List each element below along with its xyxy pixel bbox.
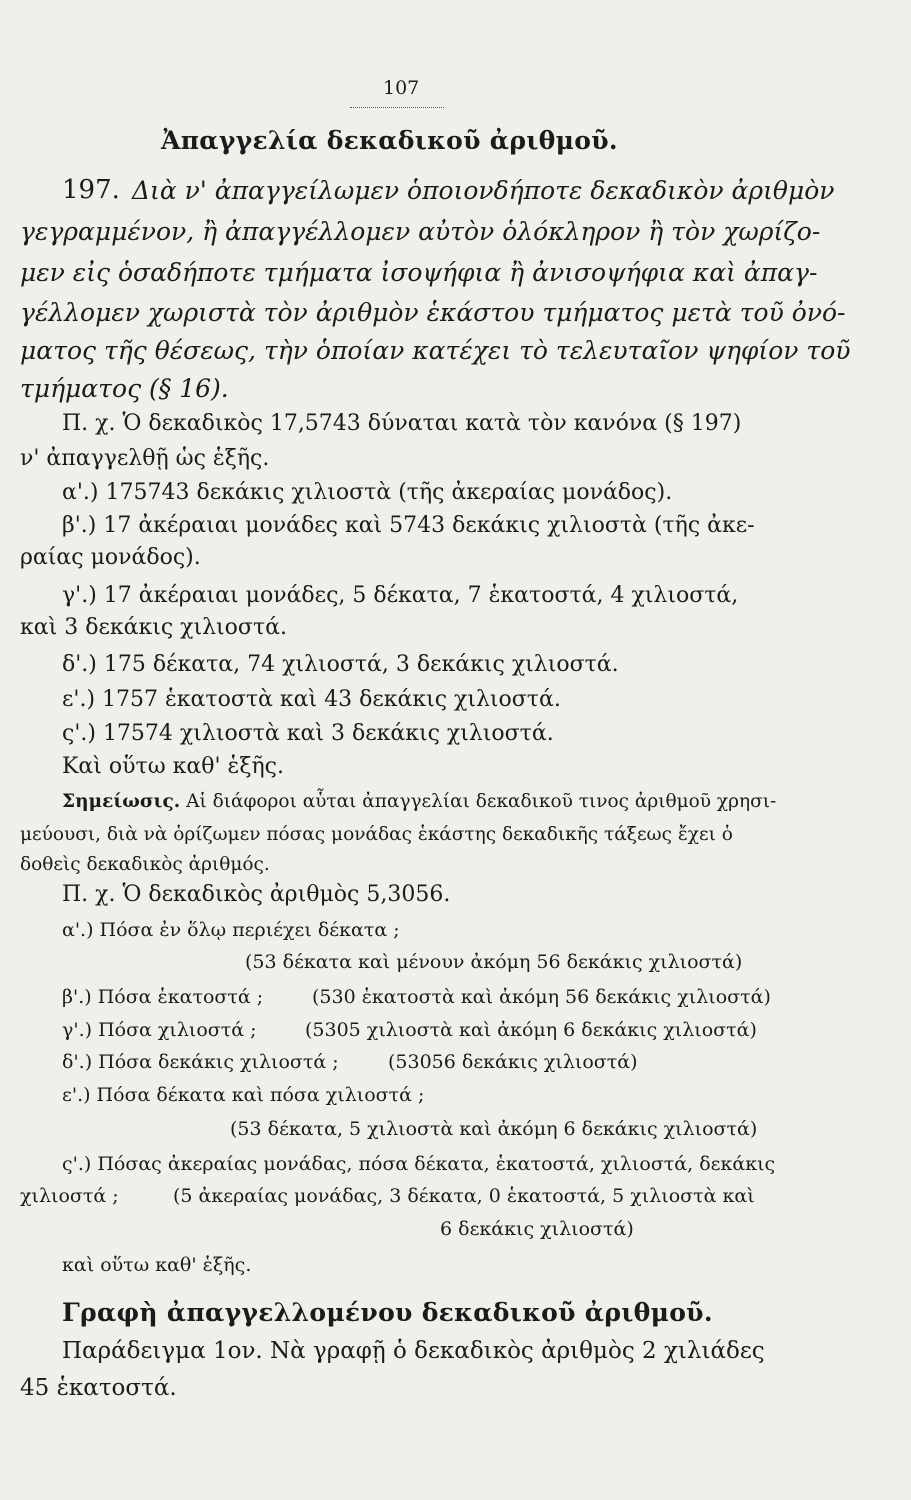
example-2-etc: καὶ οὕτω καθ' ἑξῆς. [62, 1254, 252, 1276]
example-2-question-e: ε'.) Πόσα δέκατα καὶ πόσα χιλιοστά ; [62, 1084, 425, 1106]
example-1-writing: Παράδειγμα 1ον. Νὰ γραφῇ ὁ δεκαδικὸς ἀριθμὸς 2 χιλιάδες [62, 1338, 765, 1364]
example-1-intro: Π. χ. Ὁ δεκαδικὸς 17,5743 δύναται κατὰ τὸν κανόνα (§ 197) [62, 411, 742, 436]
paragraph-197-line-5: ματος τῆς θέσεως, τὴν ὁποίαν κατέχει τὸ τελευταῖον ψηφίον τοῦ [20, 336, 851, 365]
paragraph-197-line-1: Διὰ ν' ἀπαγγείλωμεν ὁποιονδήποτε δεκαδικὸν ἀριθμὸν [132, 176, 835, 205]
page-number-rule [350, 107, 444, 108]
example-2-answer-c: (5305 χιλιοστὰ καὶ ἀκόμη 6 δεκάκις χιλιοστά) [305, 1019, 757, 1041]
example-2-answer-a: (53 δέκατα καὶ μένουν ἀκόμη 56 δεκάκις χιλιοστά) [245, 951, 743, 973]
example-2-question-a: α'.) Πόσα ἐν ὅλῳ περιέχει δέκατα ; [62, 919, 400, 941]
note-line-3: δοθεὶς δεκαδικὸς ἀριθμός. [20, 854, 270, 875]
example-2-question-c: γ'.) Πόσα χιλιοστά ; [62, 1019, 257, 1041]
example-2-question-d: δ'.) Πόσα δεκάκις χιλιοστά ; [62, 1051, 339, 1073]
example-1-item-a: α'.) 175743 δεκάκις χιλιοστὰ (τῆς ἀκεραίας μονάδος). [62, 480, 673, 505]
example-2-answer-f-cont: 6 δεκάκις χιλιοστά) [440, 1218, 634, 1240]
example-2-question-f: ς'.) Πόσας ἀκεραίας μονάδας, πόσα δέκατα, ἑκατοστά, χιλιοστά, δεκάκις [62, 1153, 776, 1175]
paragraph-197-line-3: μεν εἰς ὁσαδήποτε τμήματα ἰσοψήφια ἢ ἀνισοψήφια καὶ ἀπαγ- [20, 258, 818, 287]
example-1-item-b: β'.) 17 ἀκέραιαι μονάδες καὶ 5743 δεκάκις χιλιοστὰ (τῆς ἀκε- [62, 513, 755, 538]
example-2-answer-d: (53056 δεκάκις χιλιοστά) [388, 1051, 638, 1073]
example-2-answer-b: (530 ἑκατοστὰ καὶ ἀκόμη 56 δεκάκις χιλιοστά) [312, 986, 771, 1008]
note-line-1 [62, 793, 776, 812]
example-2-answer-e: (53 δέκατα, 5 χιλιοστὰ καὶ ἀκόμη 6 δεκάκις χιλιοστά) [230, 1118, 758, 1140]
example-1-item-f: ς'.) 17574 χιλιοστὰ καὶ 3 δεκάκις χιλιοστά. [62, 721, 554, 746]
example-1-item-e: ε'.) 1757 ἑκατοστὰ καὶ 43 δεκάκις χιλιοστά. [62, 687, 561, 712]
paragraph-197-line-4: γέλλομεν χωριστὰ τὸν ἀριθμὸν ἑκάστου τμήματος μετὰ τοῦ ὀνό- [20, 298, 846, 327]
example-2-intro: Π. χ. Ὁ δεκαδικὸς ἀριθμὸς 5,3056. [62, 882, 451, 907]
section-heading-writing-decimal: Γραφὴ ἀπαγγελλομένου δεκαδικοῦ ἀριθμοῦ. [62, 1298, 713, 1327]
example-1-item-d: δ'.) 175 δέκατα, 74 χιλιοστά, 3 δεκάκις χιλιοστά. [62, 652, 619, 677]
paragraph-number: 197. [62, 175, 120, 205]
example-2-answer-f: (5 ἀκεραίας μονάδας, 3 δέκατα, 0 ἑκατοστά, 5 χιλιοστὰ καὶ [173, 1185, 755, 1207]
note-label: Σημείωσις. [62, 791, 181, 812]
example-1-item-b-cont: ραίας μονάδος). [20, 545, 201, 570]
paragraph-197-line-6: τμήματος (§ 16). [20, 374, 229, 403]
example-1-writing-cont: 45 ἑκατοστά. [20, 1375, 177, 1401]
example-2-question-f-cont: χιλιοστά ; [20, 1185, 119, 1207]
section-heading-decimal-reading: Ἀπαγγελία δεκαδικοῦ ἀριθμοῦ. [161, 126, 618, 155]
example-1-item-c-cont: καὶ 3 δεκάκις χιλιοστά. [20, 615, 287, 640]
example-1-etc: Καὶ οὕτω καθ' ἑξῆς. [62, 754, 284, 779]
note-text-1: Αἱ διάφοροι αὗται ἀπαγγελίαι δεκαδικοῦ τινος ἀριθμοῦ χρησι- [186, 791, 777, 812]
note-line-2: μεύουσι, διὰ νὰ ὁρίζωμεν πόσας μονάδας ἑκάστης δεκαδικῆς τάξεως ἔχει ὁ [20, 824, 733, 845]
example-2-question-b: β'.) Πόσα ἑκατοστά ; [62, 986, 264, 1008]
page-number: 107 [383, 77, 420, 99]
example-1-item-c: γ'.) 17 ἀκέραιαι μονάδες, 5 δέκατα, 7 ἑκατοστά, 4 χιλιοστά, [62, 583, 739, 608]
example-1-intro-line-2: ν' ἀπαγγελθῇ ὡς ἑξῆς. [20, 446, 270, 471]
paragraph-197-line-2: γεγραμμένον, ἢ ἀπαγγέλλομεν αὐτὸν ὁλόκληρον ἢ τὸν χωρίζο- [20, 217, 821, 246]
